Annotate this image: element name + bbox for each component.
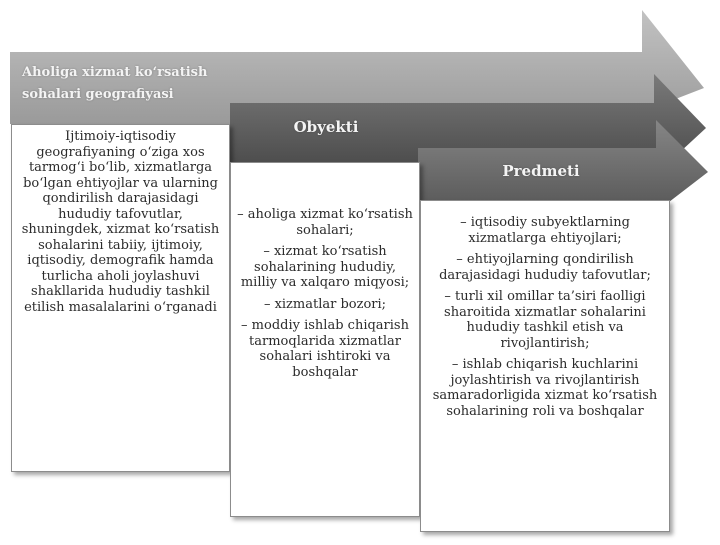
box-object-item: – xizmat ko‘rsatish sohalarining hududiy, milliy va xalqaro miqyosi;: [240, 244, 410, 290]
arrow-1-title: [22, 62, 207, 106]
box-object-list: [237, 207, 413, 380]
box-object-item: – moddiy ishlab chiqarish tarmoqlarida xizmatlar sohalari ishtiroki va boshqalar: [241, 318, 409, 380]
box-subject-item: – turli xil omillar ta’siri faolligi sharoitida xizmatlar sohalarini hududiy tashkil etish va rivojlantirish;: [444, 289, 646, 351]
arrow-2-title: Obyekti: [293, 118, 359, 136]
box-object-item: – xizmatlar bozori;: [263, 296, 387, 312]
box-subject-list: [429, 215, 661, 419]
box-object: [230, 162, 420, 517]
box-subject: [420, 200, 670, 532]
box-definition: [11, 124, 230, 472]
arrow-1-title-line1: Aholiga xizmat ko‘rsatish: [22, 65, 208, 80]
box-definition-text: Ijtimoiy-iqtisodiy geografiyaning o‘ziga xos tarmog‘i bo‘lib, xizmatlarga bo‘lgan ehtiyojlar va ularning qondirilish darajasidagi hududiy tafovutlar, shuningdek, xizmat ko‘rsatish sohalarini tabiiy, ijtimoiy, iqtisodiy, demografik hamda turlicha aholi joylashuvi shakllarida hududiy tashkil etilish masalalarini o‘rganadi: [21, 129, 220, 315]
arrow-1-title-line2: sohalari geografiyasi: [22, 87, 174, 102]
box-subject-item: – ishlab chiqarish kuchlarini joylashtirish va rivojlantirish samaradorligida xizmat ko‘rsatish sohalarining roli va boshqalar: [432, 357, 658, 419]
box-object-item: – aholiga xizmat ko‘rsatish sohalari;: [237, 207, 413, 238]
box-subject-item: – ehtiyojlarning qondirilish darajasidagi hududiy tafovutlar;: [439, 252, 651, 283]
arrow-3-title: Predmeti: [502, 162, 580, 180]
box-subject-item: – iqtisodiy subyektlarning xizmatlarga ehtiyojlari;: [460, 215, 630, 246]
